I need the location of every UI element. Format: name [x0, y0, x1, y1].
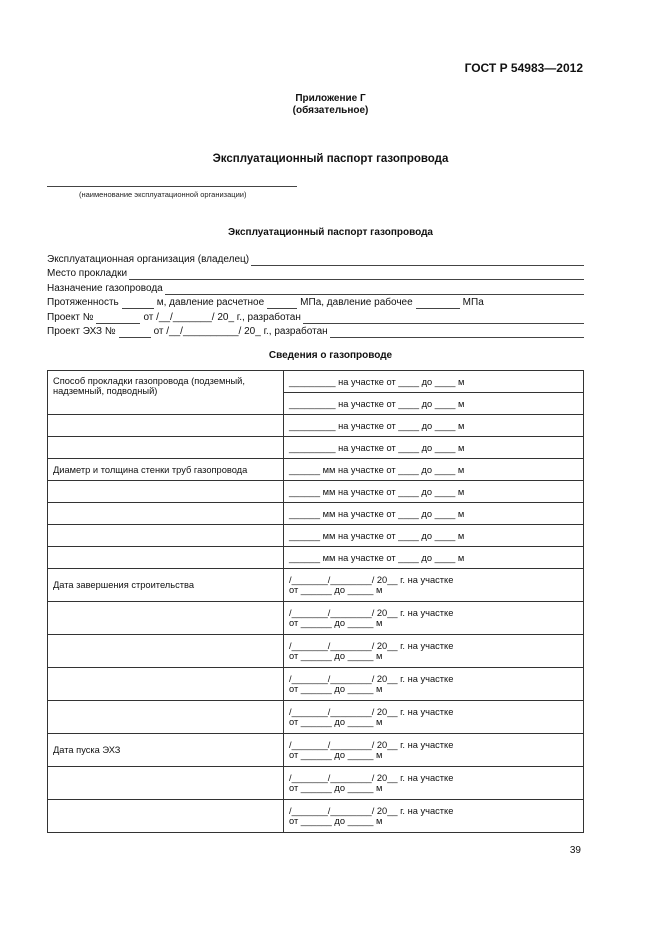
date-line: /_______/________/ 20__ г. на участке: [289, 740, 454, 750]
range-line: от ______ до _____ м: [289, 684, 383, 694]
operator-label: Эксплуатационная организация (владелец): [47, 254, 250, 265]
range-line: от ______ до _____ м: [289, 816, 383, 826]
empty-cell: [48, 481, 284, 503]
design-pressure-label: м, давление расчетное: [156, 297, 265, 308]
empty-cell: [48, 668, 284, 701]
empty-cell: [48, 503, 284, 525]
purpose-field: [47, 283, 584, 295]
empty-cell: [48, 800, 284, 833]
ehz-start-label: Дата пуска ЭХЗ: [48, 734, 284, 767]
method-value: _________ на участке от ____ до ____ м: [284, 371, 584, 393]
table-row: [48, 569, 584, 602]
date-cell: [284, 635, 584, 668]
empty-cell: [48, 415, 284, 437]
empty-cell: [48, 525, 284, 547]
ehz-project-field: [47, 326, 584, 338]
diameter-value: ______ мм на участке от ____ до ____ м: [284, 481, 584, 503]
length-label: Протяженность: [47, 297, 119, 308]
table-row: [48, 503, 584, 525]
method-value: _________ на участке от ____ до ____ м: [284, 415, 584, 437]
pressure-unit-label: МПа: [462, 297, 484, 308]
pipeline-info-table: [47, 370, 584, 833]
diameter-value: ______ мм на участке от ____ до ____ м: [284, 503, 584, 525]
standard-number: ГОСТ Р 54983—2012: [464, 61, 583, 75]
diameter-value: ______ мм на участке от ____ до ____ м: [284, 547, 584, 569]
date-cell: [284, 734, 584, 767]
purpose-label: Назначение газопровода: [47, 283, 163, 294]
section-title: Сведения о газопроводе: [268, 350, 393, 361]
location-label: Место прокладки: [47, 268, 128, 279]
empty-cell: [48, 547, 284, 569]
table-row: [48, 437, 584, 459]
table-row: [48, 602, 584, 635]
empty-cell: [48, 701, 284, 734]
table-row: [48, 481, 584, 503]
project-date-label: от /__/_______/ 20_ г., разработан: [143, 312, 301, 323]
construction-date-label: Дата завершения строительства: [48, 569, 284, 602]
range-line: от ______ до _____ м: [289, 717, 383, 727]
form-title: Эксплуатационный паспорт газопровода: [227, 227, 433, 238]
project-label: Проект №: [47, 312, 94, 323]
table-row: [48, 767, 584, 800]
date-line: /_______/________/ 20__ г. на участке: [289, 806, 454, 816]
method-value: _________ на участке от ____ до ____ м: [284, 437, 584, 459]
method-value: _________ на участке от ____ до ____ м: [284, 393, 584, 415]
location-field: [47, 268, 584, 280]
project-field: [47, 312, 584, 324]
date-line: /_______/________/ 20__ г. на участке: [289, 773, 454, 783]
date-line: /_______/________/ 20__ г. на участке: [289, 608, 454, 618]
ehz-project-label: Проект ЭХЗ №: [47, 326, 116, 337]
appendix-title: Приложение Г: [295, 93, 366, 104]
table-row: [48, 701, 584, 734]
ehz-project-date-label: от /__/__________/ 20_ г., разработан: [153, 326, 328, 337]
page-number: 39: [569, 845, 581, 856]
range-line: от ______ до _____ м: [289, 750, 383, 760]
table-row: [48, 734, 584, 767]
diameter-value: ______ мм на участке от ____ до ____ м: [284, 459, 584, 481]
range-line: от ______ до _____ м: [289, 651, 383, 661]
operator-field: [47, 254, 584, 266]
date-cell: [284, 767, 584, 800]
table-row: [48, 415, 584, 437]
range-line: от ______ до _____ м: [289, 783, 383, 793]
date-line: /_______/________/ 20__ г. на участке: [289, 707, 454, 717]
empty-cell: [48, 767, 284, 800]
date-line: /_______/________/ 20__ г. на участке: [289, 641, 454, 651]
empty-cell: [48, 437, 284, 459]
empty-cell: [48, 635, 284, 668]
length-field: [47, 297, 584, 309]
table-row: [48, 547, 584, 569]
working-pressure-label: МПа, давление рабочее: [300, 297, 413, 308]
table-row: [48, 800, 584, 833]
range-line: от ______ до _____ м: [289, 618, 383, 628]
date-cell: [284, 668, 584, 701]
appendix-subtitle: (обязательное): [292, 105, 369, 116]
table-row: [48, 459, 584, 481]
method-label: Способ прокладки газопровода (подземный, надземный, подводный): [48, 371, 284, 415]
document-title: Эксплуатационный паспорт газопровода: [212, 153, 449, 165]
date-cell: [284, 701, 584, 734]
organization-name-line: [47, 186, 297, 187]
organization-caption: (наименование эксплуатационной организации): [79, 190, 247, 199]
date-cell: [284, 800, 584, 833]
date-cell: [284, 569, 584, 602]
diameter-label: Диаметр и толщина стенки труб газопровода: [48, 459, 284, 481]
table-row: [48, 371, 584, 393]
date-line: /_______/________/ 20__ г. на участке: [289, 575, 454, 585]
range-line: от ______ до _____ м: [289, 585, 383, 595]
table-row: [48, 525, 584, 547]
table-row: [48, 635, 584, 668]
date-line: /_______/________/ 20__ г. на участке: [289, 674, 454, 684]
date-cell: [284, 602, 584, 635]
diameter-value: ______ мм на участке от ____ до ____ м: [284, 525, 584, 547]
table-row: [48, 668, 584, 701]
empty-cell: [48, 602, 284, 635]
